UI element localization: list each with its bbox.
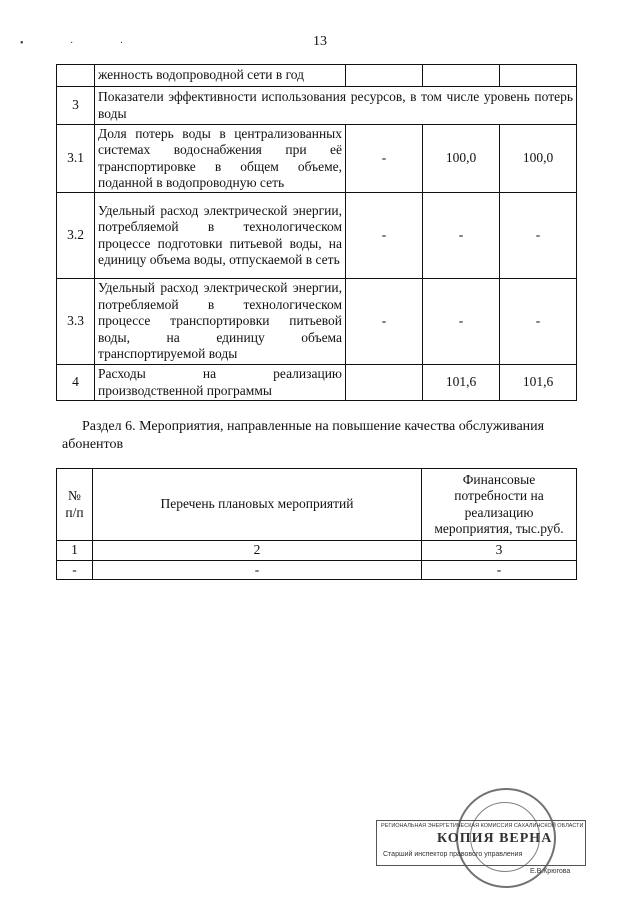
table-header-row [57, 469, 577, 541]
value-cell: - [346, 279, 423, 365]
stamp-title: КОПИЯ ВЕРНА [437, 831, 553, 846]
stamp-org: РЕГИОНАЛЬНАЯ ЭНЕРГЕТИЧЕСКАЯ КОМИССИЯ САХАЛИНСКОЙ ОБЛАСТИ [381, 823, 584, 829]
row-name: Расходы на реализацию производственной программы [95, 365, 346, 401]
value-cell [500, 65, 577, 87]
value-cell [346, 65, 423, 87]
row-number: 3 [57, 87, 95, 125]
index-cell: 1 [57, 541, 93, 561]
table-row [57, 65, 577, 87]
value-cell: - [423, 193, 500, 279]
row-name: Удельный расход электрической энергии, потребляемой в технологическом процессе подготовки питьевой воды, на единицу объема воды, отпускаемой в сеть [95, 193, 346, 279]
page-number: 13 [313, 34, 327, 49]
table-row [57, 541, 577, 561]
data-cell: - [422, 560, 577, 580]
value-cell: 100,0 [423, 125, 500, 193]
table-row [57, 560, 577, 580]
table-row [57, 87, 577, 125]
indicators-table [56, 64, 577, 401]
value-cell: 101,6 [423, 365, 500, 401]
certification-stamp [372, 782, 592, 892]
value-cell [423, 65, 500, 87]
value-cell: - [423, 279, 500, 365]
value-cell: - [500, 279, 577, 365]
row-number: 3.2 [57, 193, 95, 279]
row-name: Удельный расход электрической энергии, потребляемой в технологическом процессе транспортировки питьевой воды, на единицу объема транспортируемой воды [95, 279, 346, 365]
copy-stamp [376, 820, 586, 866]
header-finance: Финансовые потребности на реализацию мероприятия, тыс.руб. [422, 469, 577, 541]
value-cell: 100,0 [500, 125, 577, 193]
stamp-signer: Е.В.Крюгова [530, 868, 571, 875]
table-row [57, 365, 577, 401]
index-cell: 3 [422, 541, 577, 561]
measures-table [56, 468, 577, 580]
index-cell: 2 [93, 541, 422, 561]
data-cell: - [57, 560, 93, 580]
value-cell: - [346, 193, 423, 279]
row-number: 3.3 [57, 279, 95, 365]
row-name: Показатели эффективности использования ресурсов, в том числе уровень потерь воды [95, 87, 577, 125]
section-6-title: Раздел 6. Мероприятия, направленные на повышение качества обслуживания абонентов [62, 419, 545, 452]
value-cell [346, 365, 423, 401]
table-row [57, 193, 577, 279]
value-cell: - [346, 125, 423, 193]
data-cell: - [93, 560, 422, 580]
header-measures: Перечень плановых мероприятий [93, 469, 422, 541]
table-row [57, 279, 577, 365]
row-number [57, 65, 95, 87]
value-cell: 101,6 [500, 365, 577, 401]
scan-specks: • · · [20, 38, 146, 49]
stamp-position: Старший инспектор правового управления [383, 851, 523, 858]
header-num: № п/п [57, 469, 93, 541]
row-name: женность водопроводной сети в год [95, 65, 346, 87]
table-row [57, 125, 577, 193]
value-cell: - [500, 193, 577, 279]
row-number: 3.1 [57, 125, 95, 193]
row-name: Доля потерь воды в централизованных системах водоснабжения при её транспортировке в общем объеме, поданной в водопроводную сеть [95, 125, 346, 193]
row-number: 4 [57, 365, 95, 401]
